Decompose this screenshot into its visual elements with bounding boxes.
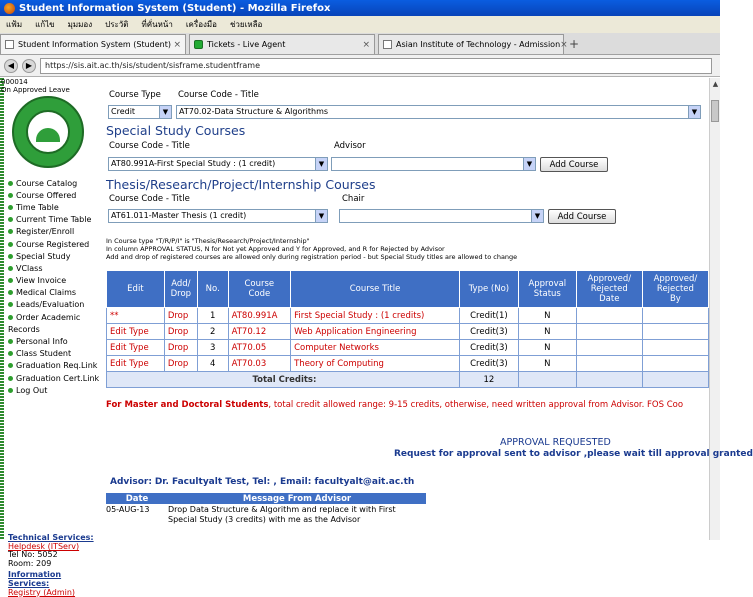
tab-label: Student Information System (Student): [18, 40, 171, 49]
sidebar-item-label: View Invoice: [16, 276, 67, 286]
column-header: Type (No): [459, 271, 518, 308]
thesis-course-select[interactable]: AT61.011-Master Thesis (1 credit) ▼: [108, 209, 328, 223]
sidebar-item-register-enroll[interactable]: [8, 226, 99, 238]
sidebar-item-graduation-req-link[interactable]: [8, 360, 99, 372]
thesis-code-label: Course Code - Title: [109, 194, 190, 204]
tel-number: Tel No: 5052: [8, 550, 58, 560]
sidebar-item-view-invoice[interactable]: [8, 275, 99, 287]
approved-date: [576, 340, 642, 356]
table-row: [107, 340, 709, 356]
date-header: Date: [106, 493, 168, 504]
approved-date: [576, 308, 642, 324]
sidebar-item-records[interactable]: [8, 323, 99, 335]
bullet-icon: [8, 363, 13, 368]
approval-status: N: [518, 308, 576, 324]
bullet-icon: [8, 242, 13, 247]
bullet-icon: [8, 302, 13, 307]
sidebar-item-class-student[interactable]: [8, 348, 99, 360]
row-number: 2: [197, 324, 228, 340]
window-title: Student Information System (Student) - Mozilla Firefox: [19, 2, 331, 14]
sidebar-item-label: Special Study: [16, 251, 71, 261]
advisor-label: Advisor:: [110, 477, 152, 487]
approval-status: N: [518, 356, 576, 372]
table-row: [107, 324, 709, 340]
sidebar-item-label: Current Time Table: [16, 215, 92, 225]
bullet-icon: [8, 254, 13, 259]
course-type: Credit(3): [459, 356, 518, 372]
scroll-up-icon[interactable]: ▲: [712, 79, 719, 88]
menu-edit[interactable]: แก้ไข: [35, 20, 55, 29]
sidebar-item-label: Graduation Req.Link: [16, 361, 98, 371]
services-info: [8, 534, 96, 597]
thesis-chair-select[interactable]: [339, 209, 544, 223]
column-header: Approval Status: [518, 271, 576, 308]
tab-label: Tickets - Live Agent: [207, 40, 286, 49]
bullet-icon: [8, 193, 13, 198]
registration-notes: [106, 237, 706, 261]
sidebar-item-course-registered[interactable]: [8, 238, 99, 250]
bullet-icon: [8, 315, 13, 320]
approval-message: Request for approval sent to advisor ,please wait till approval granted: [394, 449, 753, 459]
edit-type-link[interactable]: Edit Type: [107, 356, 165, 372]
warning-lead: For Master and Doctoral Students: [106, 400, 269, 410]
live-agent-icon: [194, 40, 203, 49]
firefox-icon: [4, 3, 15, 14]
window-titlebar: [0, 0, 720, 16]
empty-cell: [518, 372, 576, 388]
column-header: Approved/ Rejected Date: [576, 271, 642, 308]
technical-services-title: Technical Services:: [8, 533, 94, 542]
page-icon: [383, 40, 392, 49]
menu-history[interactable]: ประวัติ: [105, 20, 129, 29]
row-number: 4: [197, 356, 228, 372]
chevron-down-icon: ▼: [159, 106, 171, 118]
tab-bar: [0, 33, 720, 55]
approved-by: [642, 340, 708, 356]
message-text: Drop Data Structure & Algorithm and replace it with First Special Study (3 credits) with me as the Advisor: [168, 505, 396, 524]
approval-status: N: [518, 340, 576, 356]
course-type-select[interactable]: Credit ▼: [108, 105, 172, 119]
messages-header-row: [106, 493, 426, 504]
thesis-title: Thesis/Research/Project/Internship Courses: [106, 177, 376, 192]
credit-warning: [106, 400, 683, 410]
sidebar-item-vclass[interactable]: [8, 262, 99, 274]
information-services-title: Information Services:: [8, 570, 62, 588]
chevron-down-icon: ▼: [688, 106, 700, 118]
navigation-bar: [0, 55, 720, 77]
course-type-label: Course Type: [109, 90, 161, 100]
special-study-title: Special Study Courses: [106, 123, 246, 138]
sidebar-item-label: Log Out: [16, 385, 48, 395]
course-title: Computer Networks: [291, 340, 460, 356]
forward-icon[interactable]: ▶: [22, 59, 36, 73]
approval-status: N: [518, 324, 576, 340]
bullet-icon: [8, 217, 13, 222]
sidebar-item-label: VClass: [16, 263, 43, 273]
drop-link[interactable]: Drop: [164, 308, 197, 324]
column-header: Edit: [107, 271, 165, 308]
sidebar-item-label: Course Offered: [16, 190, 77, 200]
message-header: Message From Advisor: [168, 493, 426, 504]
bullet-icon: [8, 229, 13, 234]
approval-title: APPROVAL REQUESTED: [500, 437, 611, 448]
warning-rest: , total credit allowed range: 9-15 credits, otherwise, need written approval from Advisor. FOS Coo: [268, 400, 684, 410]
registry-link[interactable]: Registry (Admin): [8, 587, 76, 597]
ait-logo: [12, 96, 84, 168]
empty-cell: [642, 372, 708, 388]
drop-link[interactable]: Drop: [164, 324, 197, 340]
bullet-icon: [8, 181, 13, 186]
course-code: AT70.05: [228, 340, 291, 356]
course-type: Credit(3): [459, 340, 518, 356]
course-code: AT70.03: [228, 356, 291, 372]
note-line: In Course type "T/R/P/I" is "Thesis/Research/Project/Internship": [106, 237, 310, 245]
column-header: Approved/ Rejected By: [642, 271, 708, 308]
course-code: AT70.12: [228, 324, 291, 340]
leave-status: On Approved Leave: [1, 86, 70, 94]
approved-date: [576, 324, 642, 340]
new-tab-button[interactable]: +: [569, 37, 580, 51]
message-row: [106, 504, 426, 525]
tab-label: Asian Institute of Technology - Admission: [396, 40, 561, 49]
course-type: Credit(1): [459, 308, 518, 324]
scrollbar[interactable]: [709, 78, 720, 540]
sidebar-item-leads-evaluation[interactable]: [8, 299, 99, 311]
message-date: 05-AUG-13: [106, 505, 150, 514]
edit-type-link[interactable]: Edit Type: [107, 324, 165, 340]
course-title: Theory of Computing: [291, 356, 460, 372]
sidebar-item-label: Register/Enroll: [16, 227, 75, 237]
tab-sis[interactable]: [0, 34, 186, 54]
sidebar-item-label: Graduation Cert.Link: [16, 373, 100, 383]
sidebar-item-label: Course Registered: [16, 239, 90, 249]
bullet-icon: [8, 290, 13, 295]
sidebar-item-label: Course Catalog: [16, 178, 78, 188]
menu-file[interactable]: แฟ้ม: [6, 20, 23, 29]
sidebar-item-label: Medical Claims: [16, 288, 77, 298]
approved-by: [642, 324, 708, 340]
sidebar-item-label: Order Academic: [16, 312, 81, 322]
row-number: 1: [197, 308, 228, 324]
bullet-icon: [8, 388, 13, 393]
scroll-thumb[interactable]: [711, 100, 719, 122]
menu-help[interactable]: ช่วยเหลือ: [229, 20, 263, 29]
sidebar-item-special-study[interactable]: [8, 250, 99, 262]
sidebar-item-current-time-table[interactable]: [8, 214, 99, 226]
empty-cell: [576, 372, 642, 388]
total-value: 12: [459, 372, 518, 388]
sidebar-menu: [8, 177, 99, 396]
edit-type-link[interactable]: Edit Type: [107, 340, 165, 356]
sidebar-item-personal-info[interactable]: [8, 335, 99, 347]
close-icon[interactable]: ×: [173, 39, 181, 50]
back-icon[interactable]: ◀: [4, 59, 18, 73]
thesis-chair-label: Chair: [342, 194, 365, 204]
special-advisor-label: Advisor: [334, 141, 366, 151]
course-title: Web Application Engineering: [291, 324, 460, 340]
drop-link[interactable]: Drop: [164, 356, 197, 372]
chevron-down-icon: ▼: [523, 158, 535, 170]
add-special-course-button[interactable]: Add Course: [540, 157, 608, 172]
sidebar-item-log-out[interactable]: [8, 384, 99, 396]
row-number: 3: [197, 340, 228, 356]
sidebar-item-graduation-cert-link[interactable]: [8, 372, 99, 384]
menu-bar: [0, 16, 720, 33]
edit-type-link: **: [107, 308, 165, 324]
special-course-select[interactable]: AT80.991A-First Special Study : (1 credit) ▼: [108, 157, 328, 171]
table-row: [107, 308, 709, 324]
close-icon[interactable]: ×: [362, 39, 370, 50]
page-icon: [5, 40, 14, 49]
student-id: 000014: [1, 78, 28, 86]
sidebar-item-time-table[interactable]: [8, 201, 99, 213]
advisor-details: Dr. Facultyalt Test, Tel: , Email: facultyalt@ait.ac.th: [154, 477, 415, 487]
url-bar[interactable]: https://sis.ait.ac.th/sis/student/sisframe.studentframe: [40, 58, 712, 74]
column-header: Course Title: [291, 271, 460, 308]
registered-courses-table: [106, 270, 709, 388]
special-code-label: Course Code - Title: [109, 141, 190, 151]
tab-ait-admission[interactable]: [378, 34, 568, 54]
sidebar-item-label: Records: [8, 324, 40, 334]
sidebar-item-label: Personal Info: [16, 337, 68, 347]
helpdesk-link[interactable]: Helpdesk (ITServ): [8, 541, 80, 551]
sidebar: [0, 78, 100, 597]
bullet-icon: [8, 351, 13, 356]
course-code-select[interactable]: AT70.02-Data Structure & Algorithms ▼: [176, 105, 701, 119]
menu-bookmarks[interactable]: ที่คั่นหน้า: [141, 20, 173, 29]
bullet-icon: [8, 278, 13, 283]
chevron-down-icon: ▼: [315, 210, 327, 222]
note-line: In column APPROVAL STATUS, N for Not yet Approved and Y for Approved, and R for Rejected by Advisor: [106, 245, 445, 253]
sidebar-item-label: Leads/Evaluation: [16, 300, 85, 310]
table-row: [107, 356, 709, 372]
drop-link[interactable]: Drop: [164, 340, 197, 356]
approved-by: [642, 356, 708, 372]
course-type: Credit(3): [459, 324, 518, 340]
column-header: Course Code: [228, 271, 291, 308]
advisor-messages-table: [106, 493, 426, 525]
approved-by: [642, 308, 708, 324]
course-title: First Special Study : (1 credits): [291, 308, 460, 324]
sidebar-item-label: Class Student: [16, 349, 72, 359]
chevron-down-icon: ▼: [531, 210, 543, 222]
sidebar-item-course-catalog[interactable]: [8, 177, 99, 189]
column-header: Add/ Drop: [164, 271, 197, 308]
room-number: Room: 209: [8, 558, 52, 568]
total-row: [107, 372, 709, 388]
course-code-label: Course Code - Title: [178, 90, 259, 100]
special-advisor-select[interactable]: [331, 157, 536, 171]
course-code: AT80.991A: [228, 308, 291, 324]
tab-tickets[interactable]: [189, 34, 375, 54]
bullet-icon: [8, 205, 13, 210]
advisor-info: [110, 477, 414, 487]
menu-view[interactable]: มุมมอง: [67, 20, 93, 29]
student-status: [1, 78, 70, 94]
menu-tools[interactable]: เครื่องมือ: [185, 20, 217, 29]
column-header: No.: [197, 271, 228, 308]
bullet-icon: [8, 266, 13, 271]
approved-date: [576, 356, 642, 372]
table-header-row: [107, 271, 709, 308]
sidebar-item-order-academic[interactable]: [8, 311, 99, 323]
close-icon[interactable]: ×: [560, 39, 568, 50]
chevron-down-icon: ▼: [315, 158, 327, 170]
sidebar-item-course-offered[interactable]: [8, 189, 99, 201]
bullet-icon: [8, 376, 13, 381]
sidebar-item-label: Time Table: [16, 202, 59, 212]
total-label: Total Credits:: [107, 372, 460, 388]
note-line: Add and drop of registered courses are allowed only during registration period - but Special Study titles are allowed to change: [106, 253, 518, 261]
sidebar-item-medical-claims[interactable]: [8, 287, 99, 299]
bullet-icon: [8, 339, 13, 344]
sidebar-stripe: [0, 78, 4, 540]
main-content: [106, 78, 753, 540]
add-thesis-course-button[interactable]: Add Course: [548, 209, 616, 224]
